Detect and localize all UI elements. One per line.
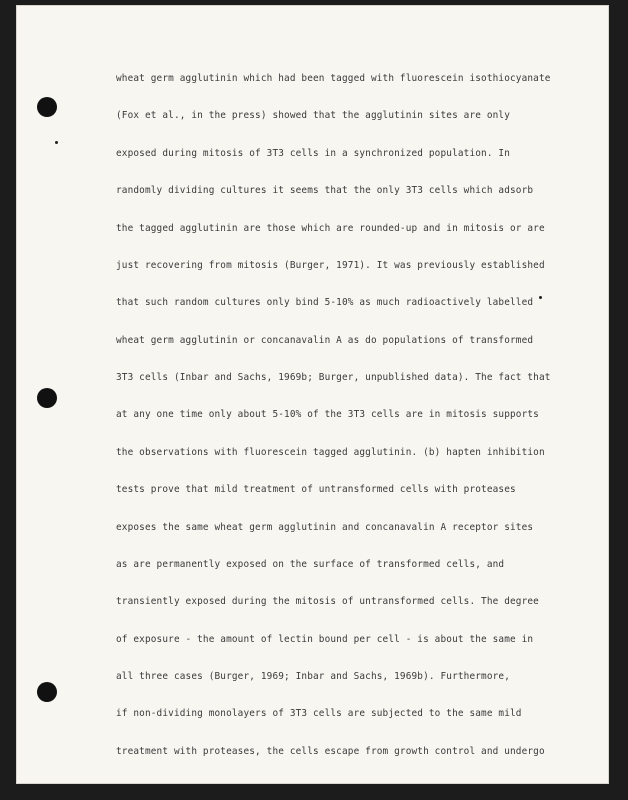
text-line: the observations with fluorescein tagged agglutinin. (b) hapten inhibition <box>116 447 545 458</box>
text-line: if non-dividing monolayers of 3T3 cells are subjected to the same mild <box>116 708 522 719</box>
text-line: that such random cultures only bind 5-10% as much radioactively labelled <box>116 297 534 308</box>
punch-hole-middle <box>37 388 57 408</box>
text-line: just recovering from mitosis (Burger, 1971). It was previously established <box>116 260 545 271</box>
text-line: all three cases (Burger, 1969; Inbar and Sachs, 1969b). Furthermore, <box>116 671 511 682</box>
document-page <box>16 5 609 784</box>
text-line: the tagged agglutinin are those which are rounded-up and in mitosis or are <box>116 223 545 234</box>
text-line: of exposure - the amount of lectin bound per cell - is about the same in <box>116 634 534 645</box>
text-line: as are permanently exposed on the surface of transformed cells, and <box>116 559 505 570</box>
ink-speck <box>539 296 542 299</box>
ink-speck <box>55 141 58 144</box>
punch-hole-top <box>37 97 57 117</box>
punch-hole-bottom <box>37 682 57 702</box>
text-line: wheat germ agglutinin which had been tagged with fluorescein isothiocyanate <box>116 73 551 84</box>
text-line: tests prove that mild treatment of untransformed cells with proteases <box>116 484 516 495</box>
text-line: treatment with proteases, the cells escape from growth control and undergo <box>116 746 545 757</box>
text-line: exposes the same wheat germ agglutinin and concanavalin A receptor sites <box>116 522 534 533</box>
text-line: transiently exposed during the mitosis of untransformed cells. The degree <box>116 596 539 607</box>
text-line: at any one time only about 5-10% of the 3T3 cells are in mitosis supports <box>116 409 539 420</box>
text-line: randomly dividing cultures it seems that the only 3T3 cells which adsorb <box>116 185 534 196</box>
text-line: exposed during mitosis of 3T3 cells in a synchronized population. In <box>116 148 511 159</box>
text-line: (Fox et al., in the press) showed that the agglutinin sites are only <box>116 110 511 121</box>
text-line: 3T3 cells (Inbar and Sachs, 1969b; Burger, unpublished data). The fact that <box>116 372 551 383</box>
text-line: wheat germ agglutinin or concanavalin A as do populations of transformed <box>116 335 534 346</box>
